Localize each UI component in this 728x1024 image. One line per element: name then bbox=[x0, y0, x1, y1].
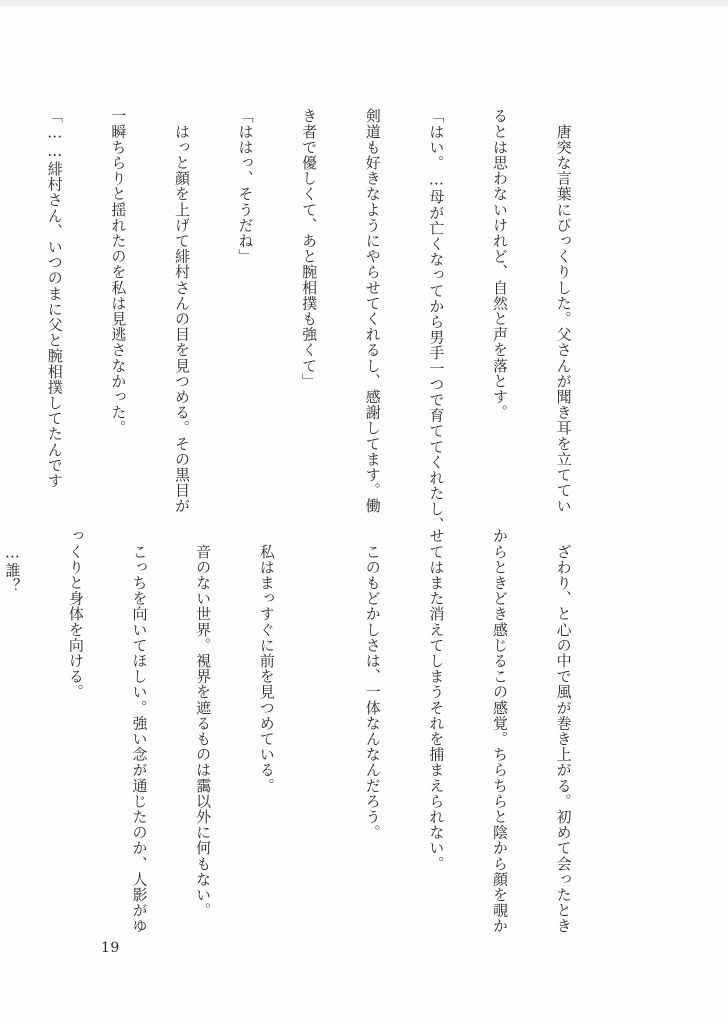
text-line: き者で優しくて、あと腕相撲も強くて」 bbox=[300, 108, 319, 389]
text-line: るとは思わないけれど、自然と声を落とす。 bbox=[490, 108, 509, 420]
text-line: からときどき感じるこの感覚。ちらちらと陰から顔を覗か bbox=[490, 528, 509, 934]
text-line: 唐突な言葉にびっくりした。父さんが聞き耳を立ててい bbox=[554, 108, 573, 514]
text-line: 剣道も好きなようにやらせてくれるし、感謝してます。働 bbox=[363, 108, 382, 514]
text-line: はっと顔を上げて緋村さんの目を見つめる。その黒目が bbox=[172, 108, 191, 514]
page-number: 19 bbox=[101, 940, 120, 956]
text-line: 私はまっすぐに前を見つめている。 bbox=[257, 528, 276, 794]
text-line: このもどかしさは、一体なんなんだろう。 bbox=[363, 528, 382, 840]
text-line: せてはまた消えてしまうそれを捕まえられない。 bbox=[427, 528, 446, 872]
text-line: 「はい。…母が亡くなってから男手一つで育ててくれたし、 bbox=[427, 108, 446, 533]
text-line: ざわり、と心の中で風が巻き上がる。初めて会ったとき bbox=[554, 528, 573, 934]
text-line: …誰？ bbox=[3, 528, 22, 594]
text-line: っくりと身体を向ける。 bbox=[66, 528, 85, 700]
text-line: 「ははっ、そうだね」 bbox=[236, 108, 255, 264]
text-line: 「……緋村さん、いつのまに父と腕相撲してたんです bbox=[45, 108, 64, 489]
text-line: 一瞬ちらりと揺れたのを私は見逃さなかった。 bbox=[109, 108, 128, 436]
text-line: こっちを向いてほしい。強い念が通じたのか、人影がゆ bbox=[130, 528, 149, 934]
page-top-edge bbox=[0, 0, 728, 6]
upper-text-column bbox=[45, 108, 616, 533]
text-line: 音のない世界。視界を遮るものは靄以外に何もない。 bbox=[194, 528, 213, 918]
lower-text-column bbox=[3, 528, 616, 934]
text-line bbox=[0, 108, 1, 503]
